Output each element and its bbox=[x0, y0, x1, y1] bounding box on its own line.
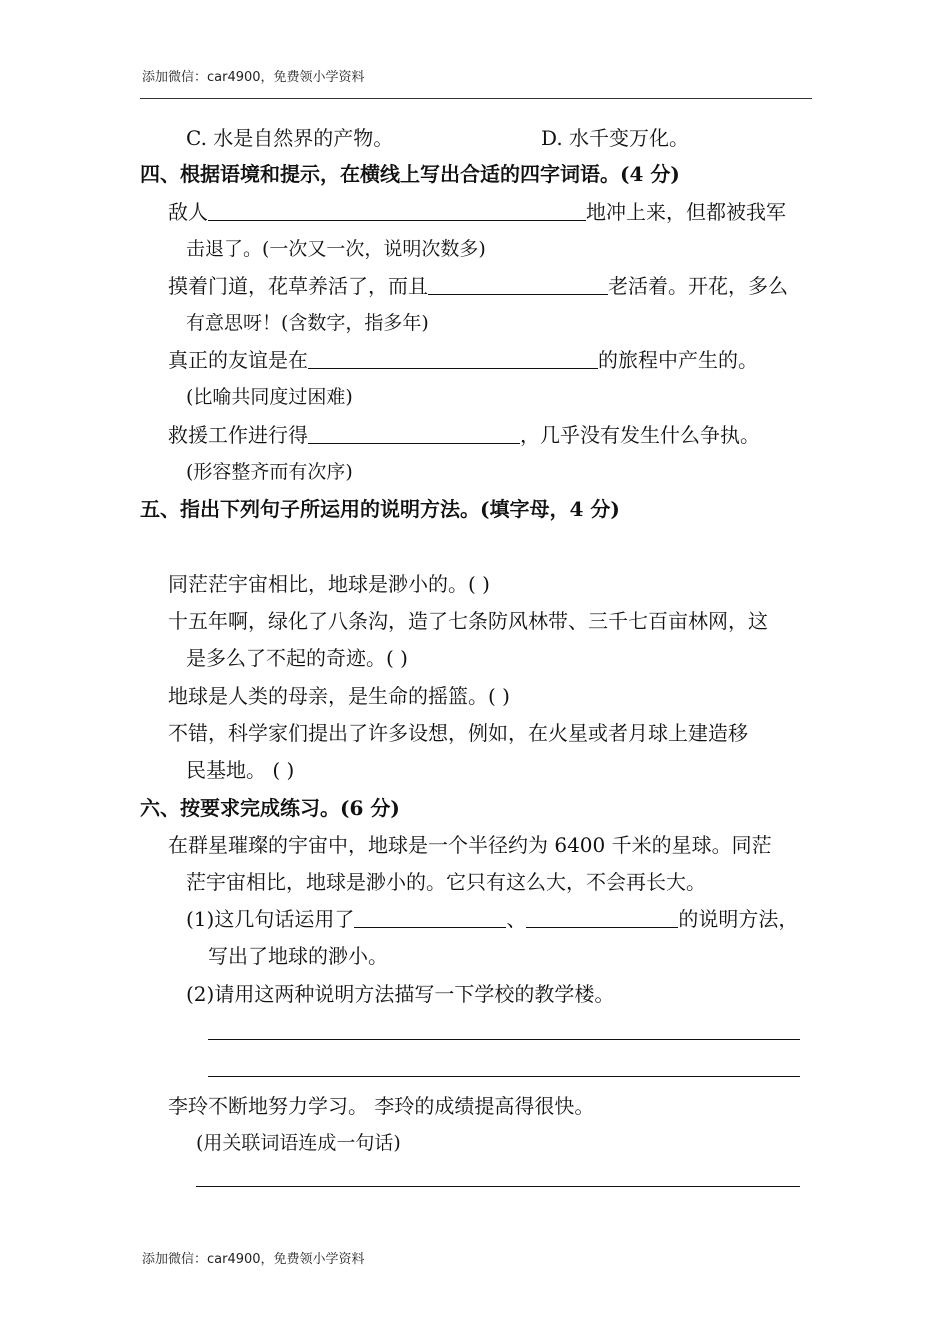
s5-question-4-line-1: 不错，科学家们提出了许多设想，例如，在火星或者月球上建造移 bbox=[168, 721, 748, 745]
s4-q1-hint: 击退了。(一次又一次，说明次数多) bbox=[186, 238, 486, 260]
page-header: 添加微信：car4900，免费领小学资料 bbox=[142, 70, 365, 85]
s6-sq1-text-a: (1)这几句话运用了 bbox=[186, 907, 355, 931]
s4-q1-blank[interactable] bbox=[208, 200, 586, 221]
option-c: C. 水是自然界的产物。 bbox=[186, 126, 394, 150]
s4-question-2 bbox=[168, 274, 788, 298]
section-4-title: 四、根据语境和提示，在横线上写出合适的四字词语。(4 分) bbox=[140, 162, 680, 186]
s6-answer-line-1[interactable] bbox=[208, 1039, 800, 1040]
s4-question-1 bbox=[168, 200, 786, 224]
s6-subquestion-2: (2)请用这两种说明方法描写一下学校的教学楼。 bbox=[186, 982, 615, 1006]
s4-q2-text-b: 老活着。开花，多么 bbox=[608, 274, 788, 298]
s4-question-4 bbox=[168, 423, 760, 447]
s6-passage-line-1: 在群星璀璨的宇宙中，地球是一个半径约为 6400 千米的星球。同茫 bbox=[168, 833, 772, 857]
s4-q4-blank[interactable] bbox=[308, 423, 520, 444]
s6-sq1-text-b: 、 bbox=[506, 907, 527, 931]
s6-sq1-blank-1[interactable] bbox=[354, 907, 506, 928]
s5-question-3: 地球是人类的母亲，是生命的摇篮。( ) bbox=[168, 684, 510, 708]
s6-answer-line-2[interactable] bbox=[208, 1076, 800, 1077]
s4-q2-hint: 有意思呀！(含数字，指多年) bbox=[186, 312, 429, 334]
section-5-title: 五、指出下列句子所运用的说明方法。(填字母，4 分) bbox=[140, 497, 620, 521]
s5-question-1: 同茫茫宇宙相比，地球是渺小的。( ) bbox=[168, 572, 490, 596]
s4-q2-blank[interactable] bbox=[428, 274, 608, 295]
s6-combine-hint: (用关联词语连成一句话) bbox=[196, 1132, 401, 1154]
s4-q4-text-b: ，几乎没有发生什么争执。 bbox=[520, 423, 760, 447]
s5-question-2-line-1: 十五年啊，绿化了八条沟，造了七条防风林带、三千七百亩林网，这 bbox=[168, 609, 768, 633]
s5-question-4-line-2: 民基地。 ( ) bbox=[186, 758, 295, 782]
s4-q2-text-a: 摸着门道，花草养活了，而且 bbox=[168, 274, 428, 298]
s6-combine-question: 李玲不断地努力学习。 李玲的成绩提高得很快。 bbox=[168, 1094, 595, 1118]
option-d: D. 水千变万化。 bbox=[541, 126, 690, 150]
s4-q3-text-b: 的旅程中产生的。 bbox=[598, 348, 758, 372]
s6-sq1-text-c: 的说明方法， bbox=[678, 907, 799, 931]
s4-q4-hint: (形容整齐而有次序) bbox=[186, 461, 353, 483]
s4-q3-blank[interactable] bbox=[308, 348, 598, 369]
s6-subquestion-1 bbox=[186, 907, 798, 931]
s6-sq1-blank-2[interactable] bbox=[526, 907, 678, 928]
s4-q1-text-b: 地冲上来，但都被我军 bbox=[586, 200, 786, 224]
s6-subquestion-1-cont: 写出了地球的渺小。 bbox=[208, 944, 388, 968]
s4-q1-text-a: 敌人 bbox=[168, 200, 208, 224]
s4-question-3 bbox=[168, 348, 758, 372]
s6-passage-line-2: 茫宇宙相比，地球是渺小的。它只有这么大，不会再长大。 bbox=[186, 870, 706, 894]
s4-q3-text-a: 真正的友谊是在 bbox=[168, 348, 308, 372]
header-divider bbox=[140, 98, 812, 99]
s4-q3-hint: (比喻共同度过困难) bbox=[186, 386, 353, 408]
section-6-title: 六、按要求完成练习。(6 分) bbox=[140, 796, 400, 820]
s4-q4-text-a: 救援工作进行得 bbox=[168, 423, 308, 447]
s6-answer-line-3[interactable] bbox=[196, 1186, 800, 1187]
s5-question-2-line-2: 是多么了不起的奇迹。( ) bbox=[186, 646, 408, 670]
page-footer: 添加微信：car4900，免费领小学资料 bbox=[142, 1252, 365, 1267]
